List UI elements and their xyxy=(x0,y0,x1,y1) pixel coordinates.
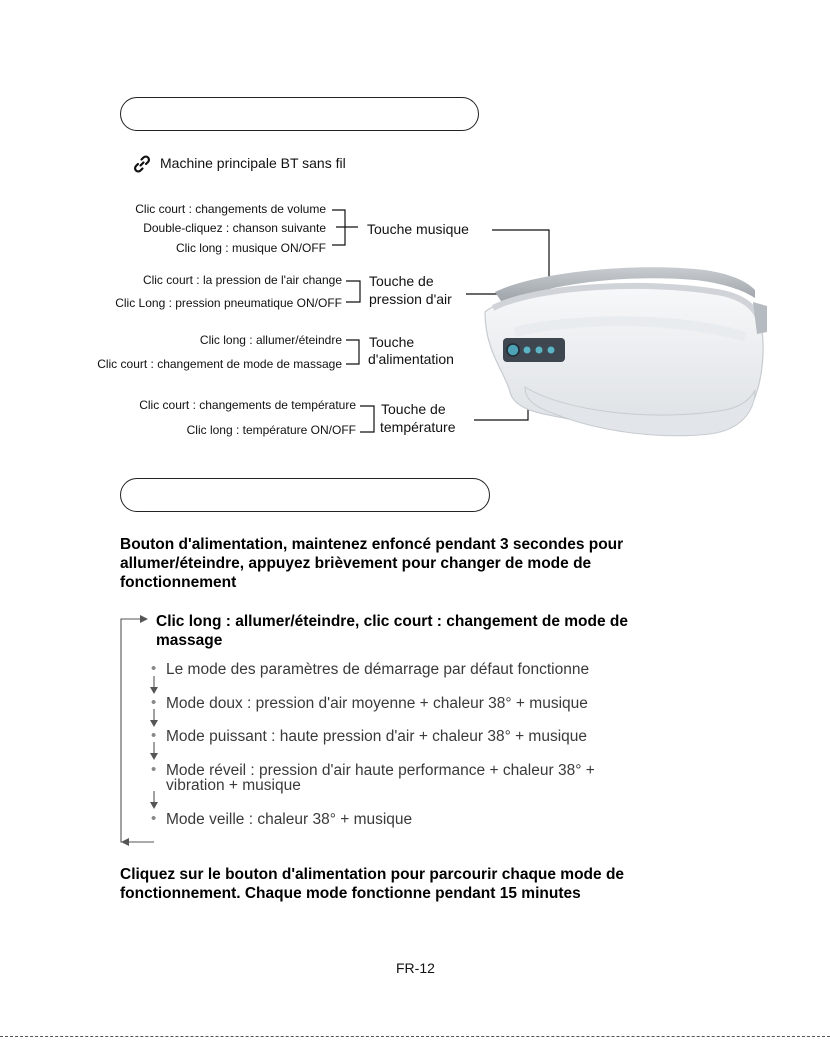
mode-bullet-4: • xyxy=(151,761,157,778)
cycle-title-line1: Clic long : allumer/éteindre, clic court : changement de mode de xyxy=(156,613,628,630)
page-number: FR-12 xyxy=(396,960,435,976)
intro-text-line1: Bouton d'alimentation, maintenez enfoncé pendant 3 secondes pour xyxy=(120,536,624,553)
music-action-1: Clic court : changements de volume xyxy=(135,202,326,216)
air-action-2: Clic Long : pression pneumatique ON/OFF xyxy=(115,296,342,310)
temp-action-2: Clic long : température ON/OFF xyxy=(186,423,356,437)
power-key-label-1: Touche xyxy=(369,334,415,350)
mode-bullet-5: • xyxy=(151,810,157,827)
music-action-2: Double-cliquez : chanson suivante xyxy=(143,221,326,235)
music-action-3: Clic long : musique ON/OFF xyxy=(175,241,326,255)
outro-text-line2: fonctionnement. Chaque mode fonctionne pendant 15 minutes xyxy=(120,885,581,902)
intro-text-line2: allumer/éteindre, appuyez brièvement pour changer de mode de xyxy=(120,555,592,572)
power-key-label-2: d'alimentation xyxy=(368,351,454,367)
air-key-label-2: pression d'air xyxy=(369,291,452,307)
mode-item-5: Mode veille : chaleur 38° + musique xyxy=(166,811,413,828)
outro-text-line1: Cliquez sur le bouton d'alimentation pour parcourir chaque mode de xyxy=(120,866,625,883)
air-key-label-1: Touche de xyxy=(369,273,434,289)
mode-item-3: Mode puissant : haute pression d'air + chaleur 38° + musique xyxy=(166,728,588,745)
air-action-1: Clic court : la pression de l'air change xyxy=(142,273,342,287)
temp-key-label-2: température xyxy=(380,419,456,435)
power-action-1: Clic long : allumer/éteindre xyxy=(199,333,342,347)
mode-item-4: Mode réveil : pression d'air haute performance + chaleur 38° + xyxy=(166,762,595,779)
device-name: Machine principale BT sans fil xyxy=(160,155,346,171)
mode-item-1: Le mode des paramètres de démarrage par défaut fonctionne xyxy=(166,661,590,678)
power-action-2: Clic court : changement de mode de massage xyxy=(97,357,342,371)
mode-item-4-cont: vibration + musique xyxy=(166,777,301,794)
mode-bullet-1: • xyxy=(151,660,157,677)
music-key-label: Touche musique xyxy=(367,221,469,237)
temp-action-1: Clic court : changements de température xyxy=(139,398,356,412)
mode-bullet-2: • xyxy=(151,694,157,711)
temp-key-label-1: Touche de xyxy=(381,401,446,417)
mode-bullet-3: • xyxy=(151,727,157,744)
cut-line xyxy=(0,1036,830,1037)
intro-text-line3: fonctionnement xyxy=(120,574,237,591)
cycle-title-line2: massage xyxy=(156,632,223,649)
mode-item-2: Mode doux : pression d'air moyenne + chaleur 38° + musique xyxy=(166,695,588,712)
